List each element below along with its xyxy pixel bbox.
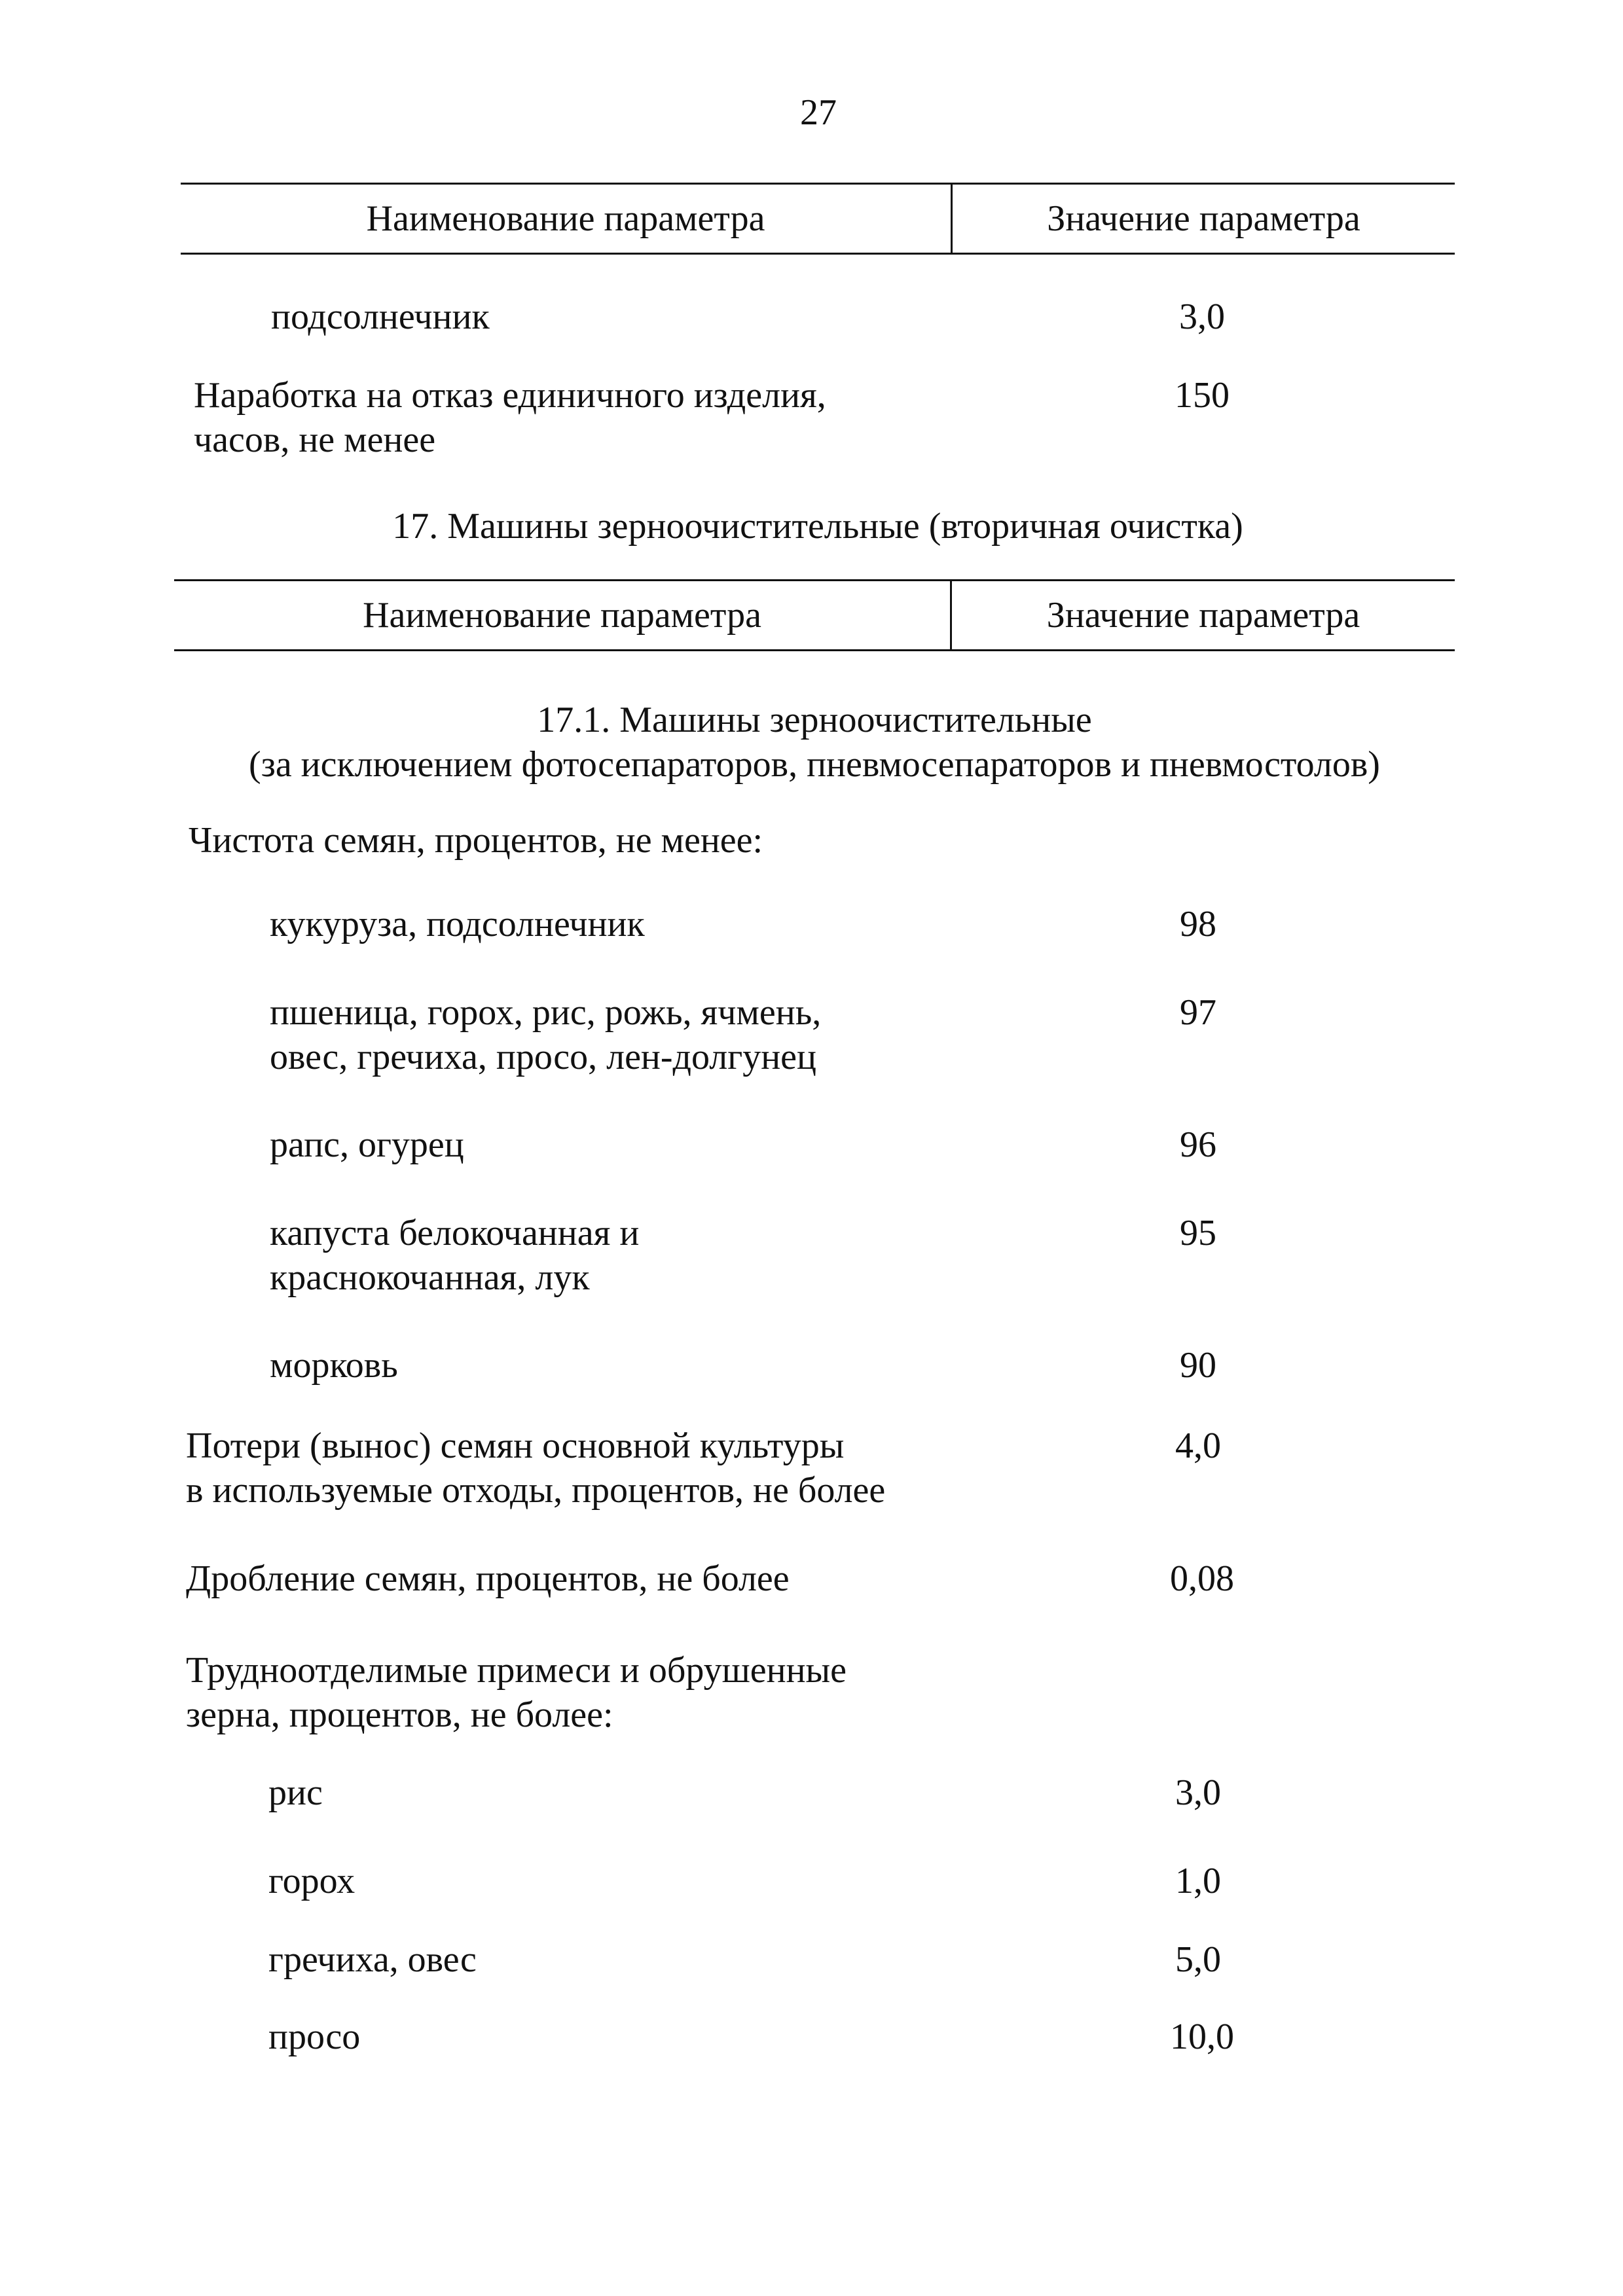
page-number: 27: [800, 92, 837, 133]
row-name-line2: часов, не менее: [194, 420, 436, 460]
purity-row-value: 90: [1180, 1345, 1216, 1386]
purity-row-label: рапс, огурец: [270, 1124, 464, 1165]
row-name: подсолнечник: [271, 296, 490, 337]
impurity-row-label: просо: [268, 2017, 361, 2057]
header-col-name-label: Наименование параметра: [363, 595, 761, 636]
impurity-row-value: 5,0: [1175, 1939, 1221, 1980]
table-header-1: [181, 183, 1455, 255]
impurity-row-value: 1,0: [1175, 1861, 1221, 1901]
losses-label-line1: Потери (вынос) семян основной культуры: [186, 1426, 845, 1466]
header-col-name-label: Наименование параметра: [366, 198, 765, 239]
purity-row-label: кукуруза, подсолнечник: [270, 904, 645, 944]
subsection-title-line2: (за исключением фотосепараторов, пневмосепараторов и пневмостолов): [249, 744, 1380, 785]
crushing-value: 0,08: [1170, 1558, 1234, 1599]
impurities-heading-line1: Трудноотделимые примеси и обрушенные: [186, 1650, 847, 1691]
purity-row-value: 95: [1180, 1213, 1216, 1253]
purity-row-label: капуста белокочанная и: [270, 1213, 640, 1253]
crushing-label: Дробление семян, процентов, не более: [186, 1558, 790, 1599]
impurity-row-label: горох: [268, 1861, 356, 1901]
impurity-row-label: рис: [268, 1772, 323, 1813]
header-col-name: [181, 185, 953, 253]
purity-row-value: 96: [1180, 1124, 1216, 1165]
losses-label-line2: в используемые отходы, процентов, не более: [186, 1470, 886, 1511]
impurity-row-value: 10,0: [1170, 2017, 1234, 2057]
header-col-value: [953, 185, 1455, 253]
row-name-line1: Наработка на отказ единичного изделия,: [194, 375, 826, 416]
purity-row-value: 97: [1180, 992, 1216, 1033]
purity-row-label: морковь: [270, 1345, 398, 1386]
purity-row-value: 98: [1180, 904, 1216, 944]
impurities-heading-line2: зерна, процентов, не более:: [186, 1695, 613, 1735]
impurity-row-value: 3,0: [1175, 1772, 1221, 1813]
header-col-value: [952, 581, 1455, 649]
purity-heading: Чистота семян, процентов, не менее:: [189, 820, 763, 861]
row-value: 3,0: [1179, 296, 1225, 337]
impurity-row-label: гречиха, овес: [268, 1939, 477, 1980]
subsection-title-line1: 17.1. Машины зерноочистительные: [537, 700, 1092, 740]
purity-row-label-line2: овес, гречиха, просо, лен-долгунец: [270, 1037, 816, 1077]
purity-row-label-line2: краснокочанная, лук: [270, 1257, 590, 1298]
losses-value: 4,0: [1175, 1426, 1221, 1466]
header-col-name: [174, 581, 952, 649]
section-title: 17. Машины зерноочистительные (вторичная очистка): [392, 506, 1243, 547]
table-header-2: [174, 579, 1455, 651]
header-col-value-label: Значение параметра: [1046, 595, 1360, 636]
purity-row-label: пшеница, горох, рис, рожь, ячмень,: [270, 992, 822, 1033]
header-col-value-label: Значение параметра: [1047, 198, 1360, 239]
row-value: 150: [1175, 375, 1230, 416]
